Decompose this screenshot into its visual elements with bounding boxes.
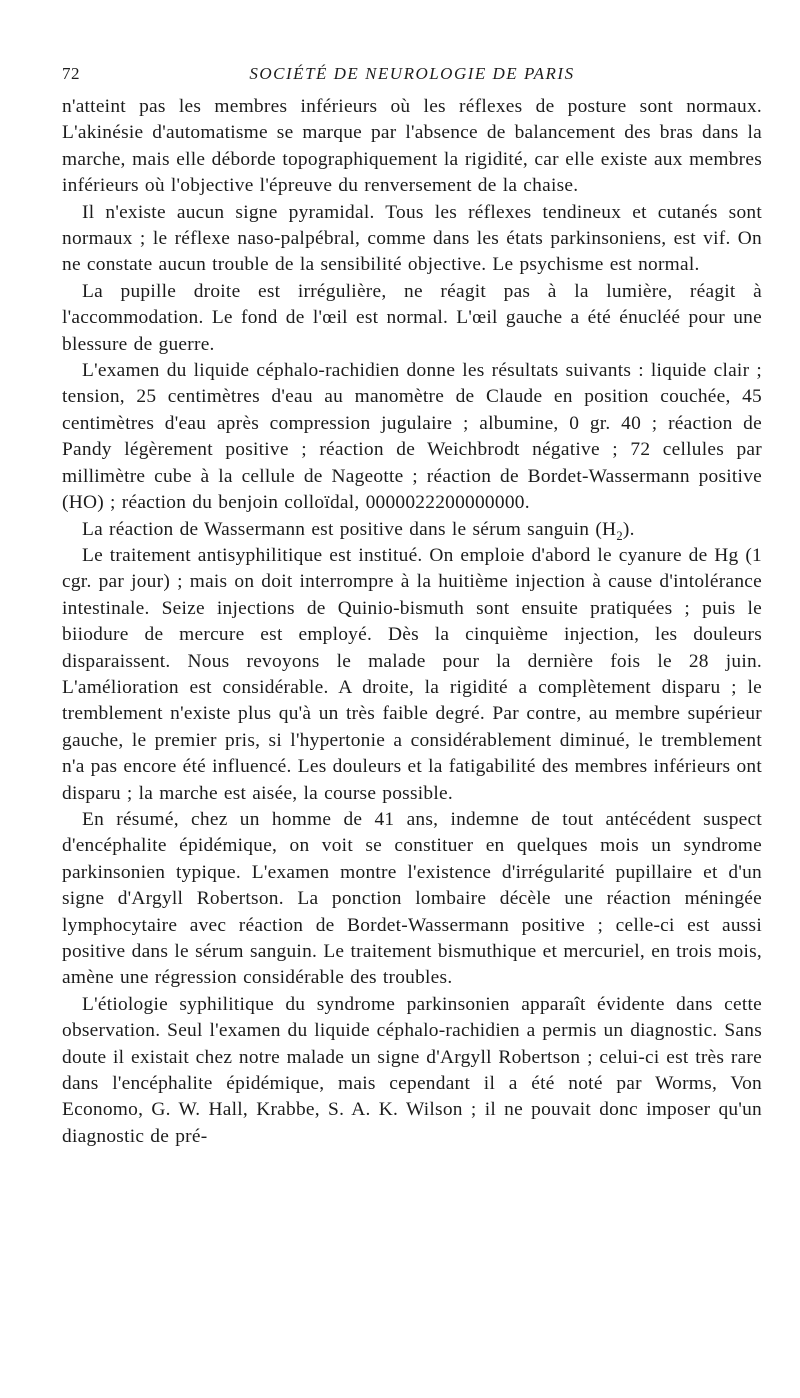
paragraph-pupil: La pupille droite est irrégulière, ne réagit pas à la lumière, réagit à l'accommodation. Le fond de l'œil est normal. L'œil gauche a été énucléé pour une blessure de guerre. <box>62 280 762 355</box>
subscript-two: 2 <box>616 528 623 543</box>
paragraph-continued-posture: n'atteint pas les membres inférieurs où les réflexes de posture sont normaux. L'akinésie d'automatisme se marque par l'absence de balancement des bras dans la marche, mais elle déborde topographiquement la rigidité, car elle existe aux membres inférieurs où l'objective l'épreuve du renversement de la chaise. <box>62 96 762 197</box>
paragraph-etiology: L'étiologie syphilitique du syndrome parkinsonien apparaît évidente dans cette observation. Seul l'examen du liquide céphalo-rachidien a permis un diagnostic. Sans doute il existait chez notre malade un signe d'Argyll Robertson ; celui-ci est très rare dans l'encéphalite épidémique, mais cependant il a été noté par Worms, Von Economo, G. W. Hall, Krabbe, S. A. K. Wilson ; il ne pouvait donc imposer qu'un diagnostic de pré- <box>62 993 762 1147</box>
wassermann-text: La réaction de Wassermann est positive dans le sérum sanguin (H <box>82 518 617 540</box>
article-body <box>62 94 762 1150</box>
page-header <box>62 58 762 90</box>
paragraph-pyramidal-signs: Il n'existe aucun signe pyramidal. Tous les réflexes tendineux et cutanés sont normaux ; le réflexe naso-palpébral, comme dans les états parkinsoniens, est vif. On ne constate aucun trouble de la sensibilité objective. Le psychisme est normal. <box>62 201 762 276</box>
paragraph-treatment: Le traitement antisyphilitique est institué. On emploie d'abord le cyanure de Hg (1 cgr. par jour) ; mais on doit interrompre à la huitième injection à cause d'intolérance intestinale. Seize injections de Quinio-bismuth sont ensuite pratiquées ; puis le biiodure de mercure est employé. Dès la cinquième injection, les douleurs disparaissent. Nous revoyons le malade pour la dernière fois le 28 juin. L'amélioration est considérable. A droite, la rigidité a complètement disparu ; le tremblement n'existe plus qu'à un très faible degré. Par contre, au membre supérieur gauche, le premier pris, si l'hypertonie a considérablement diminué, le tremblement n'a pas encore été influencé. Les douleurs et la fatigabilité des membres inférieurs ont disparu ; la marche est aisée, la course possible. <box>62 544 762 804</box>
paragraph-summary: En résumé, chez un homme de 41 ans, indemne de tout antécédent suspect d'encéphalite épidémique, on voit se constituer en quelques mois un syndrome parkinsonien typique. L'examen montre l'existence d'irrégularité pupillaire et d'un signe d'Argyll Robertson. La ponction lombaire décèle une réaction méningée lymphocytaire avec réaction de Bordet-Wassermann positive ; celle-ci est aussi positive dans le sérum sanguin. Le traitement bismuthique et mercuriel, en trois mois, amène une régression considérable des troubles. <box>62 808 762 989</box>
running-title: SOCIÉTÉ DE NEUROLOGIE DE PARIS <box>249 64 575 83</box>
page-number: 72 <box>62 64 80 83</box>
journal-page <box>62 58 762 1150</box>
wassermann-text-end: ). <box>622 518 635 540</box>
paragraph-csf-exam: L'examen du liquide céphalo-rachidien donne les résultats suivants : liquide clair ; tension, 25 centimètres d'eau au manomètre de Claude en position couchée, 45 centimètres d'eau après compression jugulaire ; albumine, 0 gr. 40 ; réaction de Pandy légèrement positive ; réaction de Weichbrodt négative ; 72 cellules par millimètre cube à la cellule de Nageotte ; réaction de Bordet-Wassermann positive (HO) ; réaction du benjoin colloïdal, 0000022200000000. <box>62 360 762 514</box>
paragraph-wassermann-serum <box>62 517 762 543</box>
